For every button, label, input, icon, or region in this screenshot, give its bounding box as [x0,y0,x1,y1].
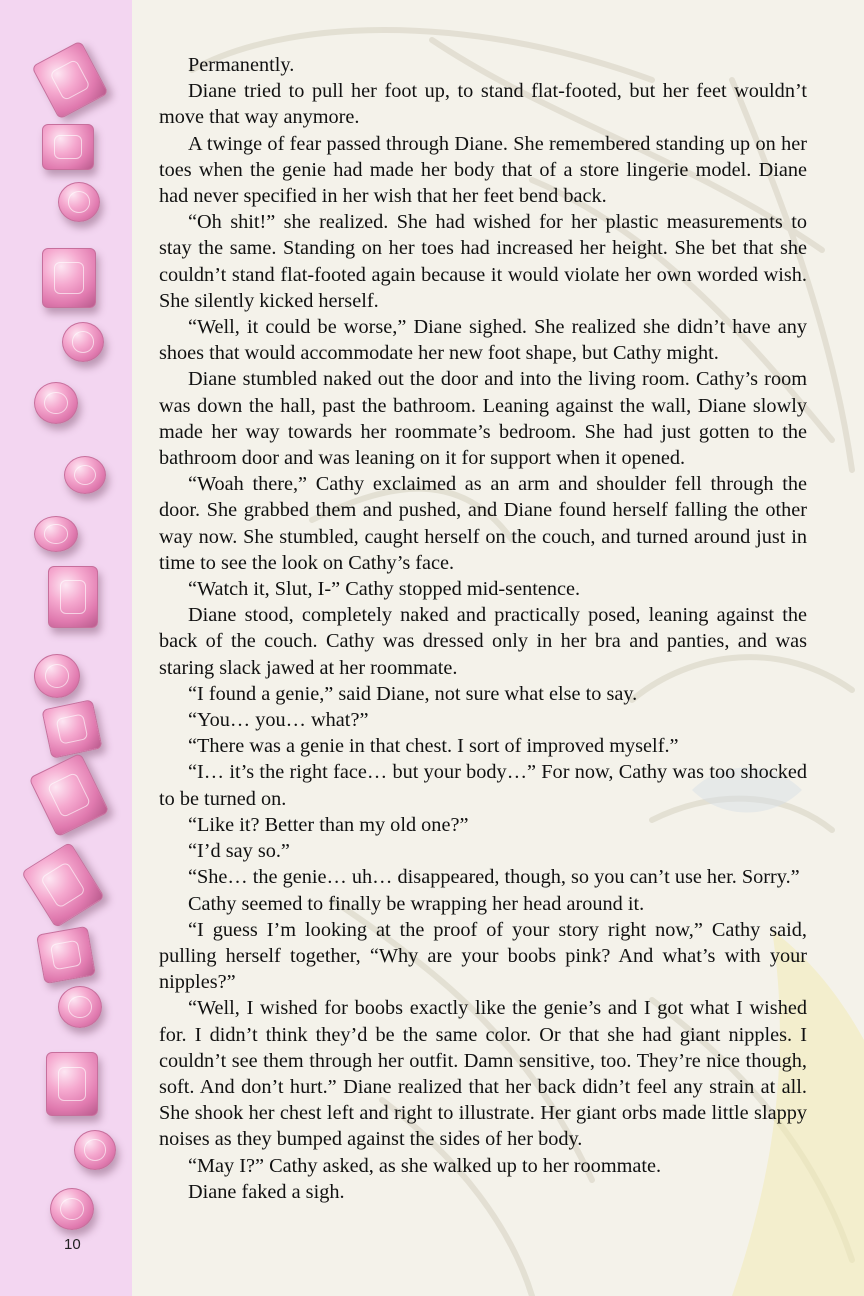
gem-icon [48,566,98,628]
paragraph: Cathy seemed to finally be wrapping her head around it. [188,892,645,915]
story-text [159,52,807,1205]
paragraph: “Woah there,” Cathy exclaimed as an arm and shoulder fell through the door. She grabbed them and pushed, and Diane found herself falling the other way now. She stumbled, caught herself on the couch, and turned around just in time to see the look on Cathy’s face. [159,473,807,574]
gem-icon [36,926,96,984]
gem-icon [42,248,96,308]
paragraph: Diane faked a sigh. [188,1180,345,1203]
gem-icon [46,1052,98,1116]
gem-icon [34,382,78,424]
gem-icon [42,124,94,170]
paragraph: “Oh shit!” she realized. She had wished for her plastic measurements to stay the same. Standing on her toes had increased her height. She bet that she couldn’t stand flat-footed again because it would violate her own worded wish. She silently kicked herself. [159,211,807,312]
paragraph: “I’d say so.” [188,840,290,863]
paragraph: Diane tried to pull her foot up, to stand flat-footed, but her feet wouldn’t move that way anymore. [159,80,807,129]
gem-icon [34,654,80,698]
page-number: 10 [64,1236,81,1253]
paragraph: A twinge of fear passed through Diane. She remembered standing up on her toes when the genie had made her body that of a store lingerie model. Diane had never specified in her wish that her feet bend back. [159,132,807,208]
gem-icon [58,182,100,222]
paragraph: “Watch it, Slut, I-” Cathy stopped mid-sentence. [188,578,581,601]
paragraph: “May I?” Cathy asked, as she walked up to her roommate. [188,1154,662,1177]
paragraph: Diane stumbled naked out the door and into the living room. Cathy’s room was down the hall, past the bathroom. Leaning against the wall, Diane slowly made her way towards her roommate’s bedroom. She had just gotten to the bathroom door and was leaning on it for support when it opened. [159,368,807,470]
gem-icon [31,40,109,119]
gem-icon [74,1130,116,1170]
gem-icon [62,322,104,362]
gem-icon [21,842,105,929]
paragraph: “You… you… what?” [188,709,369,732]
paragraph: “I found a genie,” said Diane, not sure what else to say. [188,682,638,705]
paragraph: “Like it? Better than my old one?” [188,813,469,836]
paragraph: “Well, it could be worse,” Diane sighed. She realized she didn’t have any shoes that would accommodate her new foot shape, but Cathy might. [159,316,807,365]
paragraph: “There was a genie in that chest. I sort of improved myself.” [188,735,679,758]
paragraph: Permanently. [188,54,295,76]
gem-sidebar [0,0,132,1296]
paragraph: “I… it’s the right face… but your body…” For now, Cathy was too shocked to be turned on. [159,761,807,810]
gem-icon [50,1188,94,1230]
paragraph: “I guess I’m looking at the proof of your story right now,” Cathy said, pulling herself together, “Why are your boobs pink? And what’s with your nipples?” [159,918,807,994]
paragraph: “Well, I wished for boobs exactly like the genie’s and I got what I wished for. I didn’t think they’d be the same color. Or that she had giant nipples. I couldn’t see them through her outfit. Damn sensitive, too. They’re nice though, soft. And don’t hurt.” Diane realized that her back didn’t feel any strain at all. She shook her chest left and right to illustrate. Her giant orbs made little slappy noises as they bumped against the sides of her body. [159,997,807,1151]
gem-icon [64,456,106,494]
gem-icon [41,699,102,759]
paragraph: “She… the genie… uh… disappeared, though, so you can’t use her. Sorry.” [188,866,800,889]
gem-icon [28,753,109,838]
paragraph: Diane stood, completely naked and practically posed, leaning against the back of the couch. Cathy was dressed only in her bra and panties, and was staring slack jawed at her roommate. [159,604,807,679]
gem-icon [58,986,102,1028]
gem-icon [34,516,78,552]
